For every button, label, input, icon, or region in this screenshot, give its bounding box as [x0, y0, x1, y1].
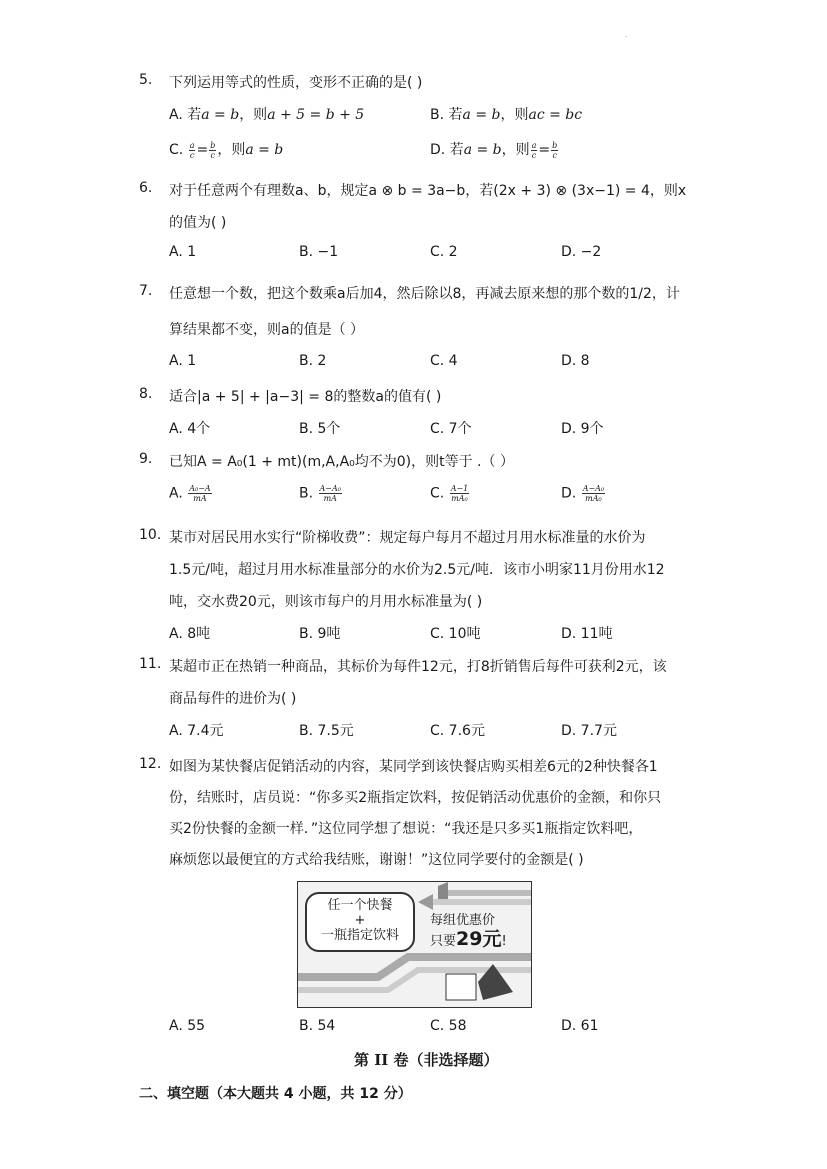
promo-line1: 任一个快餐 [327, 898, 393, 913]
question-stem-line2: 算结果都不变，则a的值是（ ） [169, 322, 365, 338]
header-mark: . [625, 30, 628, 39]
question-number: 9. [139, 451, 153, 467]
promo-line2: 一瓶指定饮料 [320, 928, 399, 943]
option-a[interactable]: A. 4个 [169, 421, 211, 437]
question-stem-line2: 的值为( ) [169, 215, 227, 231]
option-d[interactable]: D. 若a = b，则 $\frac{a}{c}$ = $\frac{b}{c}$ [430, 140, 558, 160]
promo-figure [297, 881, 532, 1008]
question-stem-line2: 商品每件的进价为( ) [169, 691, 297, 707]
question-number: 11. [139, 656, 162, 672]
option-c[interactable]: C. 10吨 [430, 626, 481, 642]
question-stem-line3: 买2份快餐的金额一样．”这位同学想了想说：“我还是只多买1瓶指定饮料吧， [169, 821, 643, 837]
question-stem-line3: 吨，交水费20元，则该市每户的月用水标准量为( ) [169, 594, 483, 610]
question-stem: 某市对居民用水实行“阶梯收费”：规定每户每月不超过月用水标准量的水价为 [169, 530, 646, 546]
option-b[interactable]: B. 7.5元 [299, 723, 354, 739]
question-stem: 下列运用等式的性质，变形不正确的是( ) [169, 75, 423, 91]
question-stem: 对于任意两个有理数a、b，规定a ⊗ b = 3a−b，若(2x + 3) ⊗ (3x−1) = 4，则x [169, 183, 687, 199]
option-b[interactable]: B. −1 [299, 244, 339, 260]
question-stem-line4: 麻烦您以最便宜的方式给我结账，谢谢！”这位同学要付的金额是( ) [169, 852, 584, 868]
question-stem: 任意想一个数，把这个数乘a后加4，然后除以8，再减去原来想的那个数的1/2，计 [169, 286, 680, 302]
question-number: 6. [139, 180, 153, 196]
question-stem-line2: 1.5元/吨，超过月用水标准量部分的水价为2.5元/吨．该市小明家11月份用水12 [169, 562, 665, 578]
option-d[interactable]: D. 61 [561, 1018, 599, 1034]
option-c[interactable]: C. 58 [430, 1018, 467, 1034]
question-stem: 已知A = A₀(1 + mt)(m,A,A₀均不为0)，则t等于 .（ ） [169, 454, 514, 470]
option-d[interactable]: D. 9个 [561, 421, 604, 437]
option-a[interactable]: A. 1 [169, 244, 197, 260]
option-a[interactable]: A. 7.4元 [169, 723, 224, 739]
section-title: 第 II 卷（非选择题） [354, 1051, 499, 1069]
question-number: 12. [139, 756, 162, 772]
promo-plus: + [354, 913, 366, 928]
promo-bubble [305, 892, 415, 952]
question-number: 7. [139, 283, 153, 299]
option-c[interactable]: C. $\frac{A-1}{\text{mA₀}}$ [430, 484, 469, 503]
option-b[interactable]: B. $\frac{\text{A−A₀}}{mA}$ [299, 484, 341, 503]
option-a[interactable]: A. 8吨 [169, 626, 211, 642]
question-number: 10. [139, 527, 162, 543]
option-a[interactable]: A. $\frac{\text{A₀−A}}{mA}$ [169, 484, 211, 503]
option-b[interactable]: B. 2 [299, 353, 327, 369]
part2-title: 二、填空题（本大题共 4 小题，共 12 分） [139, 1086, 412, 1102]
promo-offer [430, 912, 507, 951]
option-b[interactable]: B. 若a = b，则ac = bc [430, 107, 583, 123]
option-d[interactable]: D. 11吨 [561, 626, 613, 642]
option-d[interactable]: D. $\frac{\text{A−A₀}}{\text{mA₀}}$ [561, 484, 605, 503]
question-number: 8. [139, 386, 153, 402]
question-stem-line2: 份，结账时，店员说：“你多买2瓶指定饮料，按促销活动优惠价的金额，和你只 [169, 790, 662, 806]
option-c[interactable]: C. $\frac{a}{c}$ = $\frac{b}{c}$ ，则a = b [169, 140, 284, 160]
question-stem: 适合|a + 5| + |a−3| = 8的整数a的值有( ) [169, 389, 442, 405]
option-c[interactable]: C. 4 [430, 353, 458, 369]
option-a[interactable]: A. 55 [169, 1018, 206, 1034]
promo-offer-price: 只要29元! [430, 928, 507, 950]
option-d[interactable]: D. 7.7元 [561, 723, 617, 739]
option-a[interactable]: A. 若a = b，则a + 5 = b + 5 [169, 107, 365, 123]
option-a[interactable]: A. 1 [169, 353, 197, 369]
option-c[interactable]: C. 2 [430, 244, 458, 260]
option-b[interactable]: B. 5个 [299, 421, 341, 437]
option-b[interactable]: B. 54 [299, 1018, 336, 1034]
option-c[interactable]: C. 7个 [430, 421, 472, 437]
option-c[interactable]: C. 7.6元 [430, 723, 485, 739]
option-d[interactable]: D. 8 [561, 353, 590, 369]
question-number: 5. [139, 72, 153, 88]
question-stem: 如图为某快餐店促销活动的内容，某同学到该快餐店购买相差6元的2种快餐各1 [169, 759, 658, 775]
promo-offer-label: 每组优惠价 [430, 913, 496, 928]
option-b[interactable]: B. 9吨 [299, 626, 341, 642]
question-stem: 某超市正在热销一种商品，其标价为每件12元，打8折销售后每件可获利2元，该 [169, 659, 667, 675]
option-d[interactable]: D. −2 [561, 244, 602, 260]
